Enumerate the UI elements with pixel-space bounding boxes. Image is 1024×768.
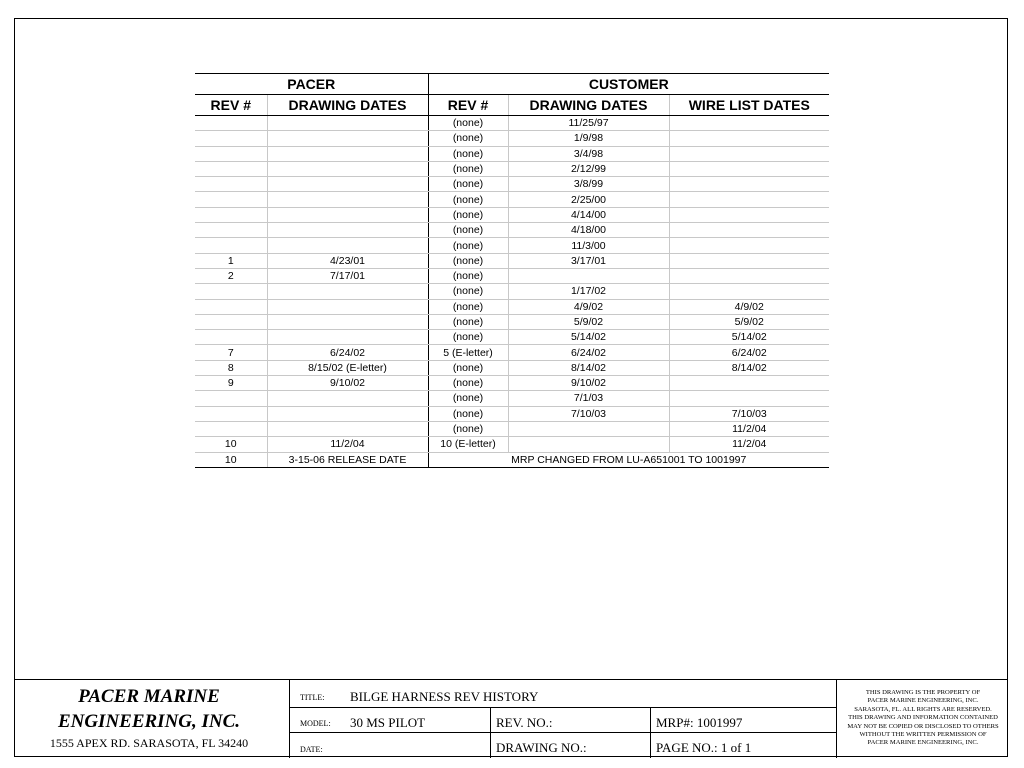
table-cell: 1/9/98 bbox=[508, 131, 669, 146]
table-cell: 7 bbox=[195, 345, 267, 360]
table-cell bbox=[195, 207, 267, 222]
table-cell: 9 bbox=[195, 376, 267, 391]
table-row bbox=[195, 223, 829, 238]
table-cell: (none) bbox=[428, 161, 508, 176]
table-cell bbox=[195, 146, 267, 161]
company-name-line1: PACER MARINE bbox=[78, 686, 220, 707]
table-cell bbox=[669, 223, 829, 238]
table-cell bbox=[267, 284, 428, 299]
table-cell: (none) bbox=[428, 284, 508, 299]
table-cell: 11/3/00 bbox=[508, 238, 669, 253]
table-cell bbox=[195, 192, 267, 207]
table-cell: (none) bbox=[428, 391, 508, 406]
table-cell bbox=[669, 207, 829, 222]
table-cell bbox=[195, 223, 267, 238]
table-cell: 7/17/01 bbox=[267, 268, 428, 283]
table-cell bbox=[195, 330, 267, 345]
table-row bbox=[195, 314, 829, 329]
table-cell: 1/17/02 bbox=[508, 284, 669, 299]
revision-history-table bbox=[195, 73, 829, 468]
table-row bbox=[195, 238, 829, 253]
table-cell bbox=[267, 391, 428, 406]
notice-line: MAY NOT BE COPIED OR DISCLOSED TO OTHERS bbox=[847, 722, 999, 730]
notice-line: WITHOUT THE WRITTEN PERMISSION OF bbox=[859, 731, 987, 739]
table-cell: (none) bbox=[428, 299, 508, 314]
table-cell: (none) bbox=[428, 146, 508, 161]
table-cell: 11/2/04 bbox=[669, 437, 829, 452]
table-cell bbox=[669, 146, 829, 161]
table-cell bbox=[267, 314, 428, 329]
table-cell bbox=[267, 299, 428, 314]
table-cell: (none) bbox=[428, 177, 508, 192]
table-cell: 9/10/02 bbox=[508, 376, 669, 391]
table-cell: 10 bbox=[195, 452, 267, 467]
table-cell: 4/18/00 bbox=[508, 223, 669, 238]
title-block bbox=[14, 679, 1008, 757]
table-cell bbox=[195, 177, 267, 192]
notice-line: PACER MARINE ENGINEERING, INC. bbox=[867, 697, 979, 705]
table-row bbox=[195, 116, 829, 131]
table-cell: 7/10/03 bbox=[669, 406, 829, 421]
table-cell bbox=[669, 268, 829, 283]
table-row bbox=[195, 161, 829, 176]
table-row bbox=[195, 131, 829, 146]
title-label: TITLE: bbox=[300, 693, 325, 702]
table-cell: 4/14/00 bbox=[508, 207, 669, 222]
table-cell bbox=[267, 223, 428, 238]
table-cell bbox=[669, 253, 829, 268]
table-cell: MRP CHANGED FROM LU-A651001 TO 1001997 bbox=[428, 452, 829, 467]
table-cell: (none) bbox=[428, 268, 508, 283]
table-cell: (none) bbox=[428, 406, 508, 421]
table-cell bbox=[195, 131, 267, 146]
pacer-group-header: PACER bbox=[195, 74, 428, 95]
table-row bbox=[195, 391, 829, 406]
table-cell: 3/17/01 bbox=[508, 253, 669, 268]
table-row bbox=[195, 299, 829, 314]
column-header: REV # bbox=[195, 95, 267, 116]
group-header-row bbox=[195, 74, 829, 95]
model-value: 30 MS PILOT bbox=[350, 715, 426, 730]
table-row bbox=[195, 284, 829, 299]
table-cell bbox=[195, 116, 267, 131]
table-row bbox=[195, 268, 829, 283]
column-header-row bbox=[195, 95, 829, 116]
table-row bbox=[195, 253, 829, 268]
table-cell: 6/24/02 bbox=[669, 345, 829, 360]
table-cell: 2 bbox=[195, 268, 267, 283]
table-cell: (none) bbox=[428, 314, 508, 329]
table-cell bbox=[267, 131, 428, 146]
table-cell: (none) bbox=[428, 253, 508, 268]
release-row bbox=[195, 452, 829, 467]
table-cell: 5/14/02 bbox=[508, 330, 669, 345]
table-cell: 7/1/03 bbox=[508, 391, 669, 406]
table-cell: 7/10/03 bbox=[508, 406, 669, 421]
model-label: MODEL: bbox=[300, 719, 331, 728]
table-cell bbox=[267, 421, 428, 436]
table-cell: (none) bbox=[428, 376, 508, 391]
table-cell: 11/2/04 bbox=[669, 421, 829, 436]
table-cell: (none) bbox=[428, 207, 508, 222]
table-cell: (none) bbox=[428, 360, 508, 375]
table-cell: 2/25/00 bbox=[508, 192, 669, 207]
table-cell bbox=[195, 406, 267, 421]
copyright-notice bbox=[838, 689, 1008, 748]
table-cell: (none) bbox=[428, 421, 508, 436]
table-cell bbox=[669, 238, 829, 253]
table-cell: 8/14/02 bbox=[508, 360, 669, 375]
table-cell bbox=[267, 192, 428, 207]
table-row bbox=[195, 330, 829, 345]
table-cell bbox=[195, 284, 267, 299]
table-cell bbox=[508, 437, 669, 452]
column-header: REV # bbox=[428, 95, 508, 116]
company-name-line2: ENGINEERING, INC. bbox=[57, 711, 241, 732]
table-cell bbox=[669, 116, 829, 131]
table-cell bbox=[195, 314, 267, 329]
table-cell: (none) bbox=[428, 223, 508, 238]
table-cell bbox=[267, 161, 428, 176]
table-cell bbox=[669, 284, 829, 299]
table-cell: 5/9/02 bbox=[669, 314, 829, 329]
table-row bbox=[195, 406, 829, 421]
table-cell: 1 bbox=[195, 253, 267, 268]
table-row bbox=[195, 360, 829, 375]
table-cell: 2/12/99 bbox=[508, 161, 669, 176]
table-cell: (none) bbox=[428, 192, 508, 207]
table-cell: 5/9/02 bbox=[508, 314, 669, 329]
table-cell: 4/9/02 bbox=[669, 299, 829, 314]
company-address: 1555 APEX RD. SARASOTA, FL 34240 bbox=[49, 736, 249, 750]
table-cell: 9/10/02 bbox=[267, 376, 428, 391]
table-cell bbox=[508, 421, 669, 436]
table-cell bbox=[267, 116, 428, 131]
table-cell bbox=[267, 207, 428, 222]
table-cell bbox=[669, 376, 829, 391]
date-label: DATE: bbox=[300, 745, 323, 754]
notice-line: PACER MARINE ENGINEERING, INC. bbox=[867, 739, 979, 747]
customer-group-header: CUSTOMER bbox=[428, 74, 829, 95]
column-header: WIRE LIST DATES bbox=[669, 95, 829, 116]
table-cell: 8/15/02 (E-letter) bbox=[267, 360, 428, 375]
table-cell: 3-15-06 RELEASE DATE bbox=[267, 452, 428, 467]
table-cell bbox=[195, 238, 267, 253]
table-cell bbox=[195, 161, 267, 176]
table-cell: 4/23/01 bbox=[267, 253, 428, 268]
table-cell bbox=[267, 406, 428, 421]
table-row bbox=[195, 146, 829, 161]
table-cell bbox=[267, 146, 428, 161]
table-cell: (none) bbox=[428, 116, 508, 131]
table-cell: 6/24/02 bbox=[267, 345, 428, 360]
table-cell: 6/24/02 bbox=[508, 345, 669, 360]
table-cell bbox=[669, 161, 829, 176]
notice-line: THIS DRAWING AND INFORMATION CONTAINED bbox=[848, 714, 998, 722]
table-cell bbox=[195, 391, 267, 406]
table-cell bbox=[267, 330, 428, 345]
table-cell bbox=[669, 192, 829, 207]
table-cell: 10 bbox=[195, 437, 267, 452]
table-cell: (none) bbox=[428, 330, 508, 345]
table-row bbox=[195, 437, 829, 452]
table-cell bbox=[267, 238, 428, 253]
table-cell bbox=[195, 421, 267, 436]
table-cell bbox=[267, 177, 428, 192]
table-cell: 8 bbox=[195, 360, 267, 375]
page-number: PAGE NO.: 1 of 1 bbox=[656, 740, 752, 755]
table-cell: 5 (E-letter) bbox=[428, 345, 508, 360]
table-cell: (none) bbox=[428, 131, 508, 146]
table-cell: 11/25/97 bbox=[508, 116, 669, 131]
table-row bbox=[195, 177, 829, 192]
column-header: DRAWING DATES bbox=[508, 95, 669, 116]
table-cell: 3/4/98 bbox=[508, 146, 669, 161]
revision-rows bbox=[195, 116, 829, 468]
table-cell: 11/2/04 bbox=[267, 437, 428, 452]
table-cell: 10 (E-letter) bbox=[428, 437, 508, 452]
table-cell: 5/14/02 bbox=[669, 330, 829, 345]
table-cell: 4/9/02 bbox=[508, 299, 669, 314]
table-cell bbox=[508, 268, 669, 283]
table-cell: 3/8/99 bbox=[508, 177, 669, 192]
table-row bbox=[195, 421, 829, 436]
notice-line: SARASOTA, FL. ALL RIGHTS ARE RESERVED. bbox=[854, 705, 992, 713]
table-row bbox=[195, 376, 829, 391]
notice-line: THIS DRAWING IS THE PROPERTY OF bbox=[865, 689, 981, 696]
table-cell: (none) bbox=[428, 238, 508, 253]
rev-no-field: REV. NO.: bbox=[496, 715, 553, 730]
column-header: DRAWING DATES bbox=[267, 95, 428, 116]
title-value: BILGE HARNESS REV HISTORY bbox=[350, 689, 539, 704]
drawing-no-field: DRAWING NO.: bbox=[496, 740, 587, 755]
table-row bbox=[195, 207, 829, 222]
mrp-number: MRP#: 1001997 bbox=[656, 715, 743, 730]
table-cell bbox=[669, 177, 829, 192]
table-cell bbox=[669, 131, 829, 146]
table-cell: 8/14/02 bbox=[669, 360, 829, 375]
table-cell bbox=[195, 299, 267, 314]
table-row bbox=[195, 345, 829, 360]
table-row bbox=[195, 192, 829, 207]
table-cell bbox=[669, 391, 829, 406]
